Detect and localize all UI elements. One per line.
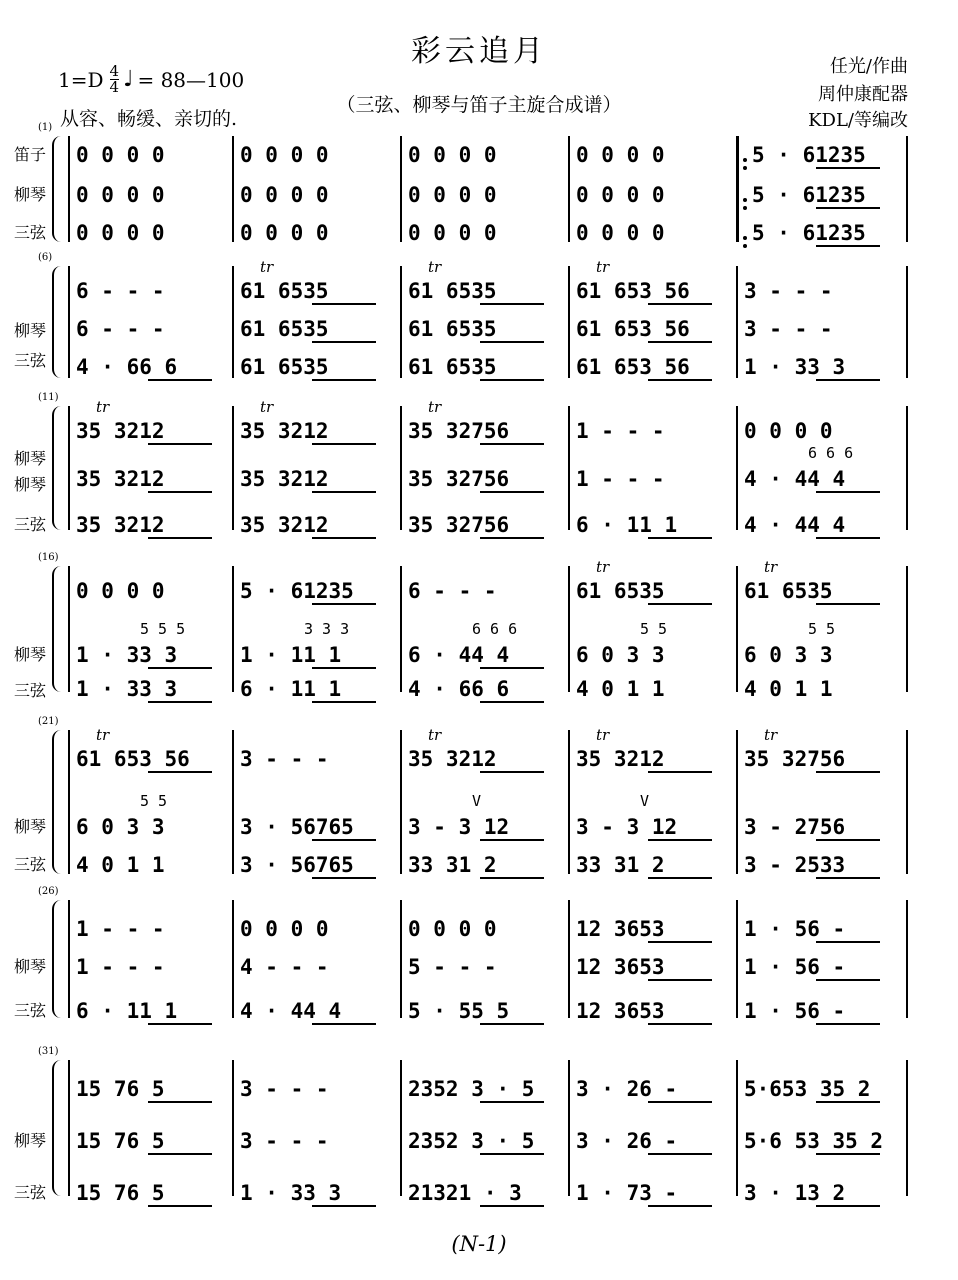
measure-notes: 3 - - - xyxy=(744,279,833,303)
measure-notes: 6 · 11 1 xyxy=(240,677,342,701)
rhythm-underline xyxy=(816,877,880,879)
upper-annotation: 3 3 3 xyxy=(304,620,350,638)
rhythm-underline xyxy=(648,379,712,381)
rhythm-underline xyxy=(480,771,544,773)
rhythm-underline xyxy=(648,537,712,539)
measure-notes: 15 76 5 xyxy=(76,1181,165,1205)
system-brace xyxy=(52,900,63,1018)
rhythm-underline xyxy=(648,1153,712,1155)
trill-mark: tr xyxy=(260,398,274,416)
instrument-label: 三弦 xyxy=(14,1183,47,1202)
rhythm-underline xyxy=(816,207,880,209)
rhythm-underline xyxy=(480,303,544,305)
rhythm-underline xyxy=(148,771,212,773)
measure-notes: 0 0 0 0 xyxy=(408,183,497,207)
rhythm-underline xyxy=(648,941,712,943)
measure-notes: 3 - 2756 xyxy=(744,815,846,839)
barline xyxy=(736,730,738,874)
instrument-label: 柳琴 xyxy=(14,449,47,468)
measure-notes: 15 76 5 xyxy=(76,1077,165,1101)
rhythm-underline xyxy=(312,303,376,305)
trill-mark: tr xyxy=(428,258,442,276)
measure-notes: 6 0 3 3 xyxy=(76,815,165,839)
time-numerator: 4 xyxy=(109,62,120,80)
barline xyxy=(68,406,70,530)
rhythm-underline xyxy=(312,603,376,605)
trill-mark: tr xyxy=(428,726,442,744)
arranger-credit: 周仲康配器 xyxy=(818,84,908,105)
measure-number: (21) xyxy=(38,716,59,727)
measure-notes: 35 3212 xyxy=(240,513,329,537)
trill-mark: tr xyxy=(596,726,610,744)
rhythm-underline xyxy=(480,537,544,539)
barline xyxy=(232,406,234,530)
score-system xyxy=(0,1046,958,1205)
score-system xyxy=(0,122,958,246)
tempo-marking: = 88—100 xyxy=(137,67,245,92)
measure-notes: 0 0 0 0 xyxy=(240,917,329,941)
measure-notes: 61 6535 xyxy=(240,355,329,379)
measure-notes: 3 · 56765 xyxy=(240,815,354,839)
barline xyxy=(906,1060,908,1196)
key-signature: 1=D xyxy=(58,67,104,92)
measure-notes: 5 · 55 5 xyxy=(408,999,510,1023)
measure-notes: 3 · 13 2 xyxy=(744,1181,846,1205)
trill-mark: tr xyxy=(596,258,610,276)
measure-notes: 0 0 0 0 xyxy=(576,221,665,245)
rhythm-underline xyxy=(816,839,880,841)
measure-notes: 1 · 73 - xyxy=(576,1181,678,1205)
measure-notes: 5 - - - xyxy=(408,955,497,979)
instrument-label: 三弦 xyxy=(14,223,47,242)
trill-mark: tr xyxy=(596,558,610,576)
measure-notes: 35 3212 xyxy=(76,419,165,443)
rhythm-underline xyxy=(480,341,544,343)
instrument-label: 三弦 xyxy=(14,681,47,700)
measure-notes: 33 31 2 xyxy=(576,853,665,877)
measure-notes: 4 · 44 4 xyxy=(744,513,846,537)
rhythm-underline xyxy=(480,839,544,841)
rhythm-underline xyxy=(816,537,880,539)
system-brace xyxy=(52,1060,63,1196)
measure-notes: 6 - - - xyxy=(76,317,165,341)
rhythm-underline xyxy=(648,979,712,981)
rhythm-underline xyxy=(148,379,212,381)
measure-notes: 6 - - - xyxy=(408,579,497,603)
barline xyxy=(568,1060,570,1196)
rhythm-underline xyxy=(480,1153,544,1155)
key-tempo xyxy=(58,64,244,95)
measure-notes: 0 0 0 0 xyxy=(576,183,665,207)
barline xyxy=(400,136,402,242)
rhythm-underline xyxy=(816,167,880,169)
measure-notes: 1 · 33 3 xyxy=(76,677,178,701)
measure-notes: 6 0 3 3 xyxy=(744,643,833,667)
quarter-note-icon: ♩ xyxy=(123,67,134,92)
measure-notes: 1 · 33 3 xyxy=(744,355,846,379)
measure-notes: 1 · 56 - xyxy=(744,955,846,979)
measure-notes: 0 0 0 0 xyxy=(240,143,329,167)
measure-notes: 0 0 0 0 xyxy=(76,221,165,245)
measure-notes: 5 · 61235 xyxy=(752,221,866,245)
barline xyxy=(232,566,234,692)
time-signature xyxy=(110,64,120,95)
rhythm-underline xyxy=(148,1153,212,1155)
rhythm-underline xyxy=(312,537,376,539)
rhythm-underline xyxy=(648,603,712,605)
barline xyxy=(568,266,570,378)
rhythm-underline xyxy=(816,603,880,605)
instrument-label: 柳琴 xyxy=(14,475,47,494)
rhythm-underline xyxy=(312,443,376,445)
barline xyxy=(68,900,70,1018)
composer-credit: 任光/作曲 xyxy=(829,56,908,77)
rhythm-underline xyxy=(648,1205,712,1207)
upper-annotation: 5 5 xyxy=(640,620,668,638)
measure-notes: 0 0 0 0 xyxy=(744,419,833,443)
instrument-label: 三弦 xyxy=(14,1001,47,1020)
measure-notes: 35 32756 xyxy=(408,513,510,537)
measure-notes: 35 3212 xyxy=(576,747,665,771)
measure-notes: 0 0 0 0 xyxy=(76,143,165,167)
measure-notes: 35 3212 xyxy=(240,419,329,443)
barline xyxy=(906,136,908,242)
measure-notes: 1 · 56 - xyxy=(744,999,846,1023)
rhythm-underline xyxy=(816,979,880,981)
rhythm-underline xyxy=(816,1153,880,1155)
rhythm-underline xyxy=(480,1205,544,1207)
barline xyxy=(400,1060,402,1196)
measure-notes: 15 76 5 xyxy=(76,1129,165,1153)
rhythm-underline xyxy=(816,941,880,943)
score-title: 彩云追月 xyxy=(411,34,547,69)
instrument-label: 三弦 xyxy=(14,515,47,534)
rhythm-underline xyxy=(648,303,712,305)
barline xyxy=(68,266,70,378)
measure-notes: 1 · 33 3 xyxy=(76,643,178,667)
measure-notes: 61 6535 xyxy=(240,317,329,341)
rhythm-underline xyxy=(312,877,376,879)
measure-notes: 0 0 0 0 xyxy=(76,579,165,603)
barline xyxy=(736,566,738,692)
measure-notes: 12 3653 xyxy=(576,917,665,941)
measure-notes: 2352 3 · 5 xyxy=(408,1077,535,1101)
measure-notes: 1 - - - xyxy=(76,917,165,941)
upper-annotation: 5 5 xyxy=(140,792,168,810)
measure-notes: 3 - 2533 xyxy=(744,853,846,877)
rhythm-underline xyxy=(480,877,544,879)
measure-notes: 61 6535 xyxy=(408,279,497,303)
measure-notes: 61 653 56 xyxy=(576,279,690,303)
barline xyxy=(906,406,908,530)
rhythm-underline xyxy=(648,341,712,343)
measure-number: (6) xyxy=(38,252,53,263)
barline xyxy=(400,900,402,1018)
rhythm-underline xyxy=(148,1023,212,1025)
measure-notes: 12 3653 xyxy=(576,999,665,1023)
measure-notes: 35 32756 xyxy=(408,419,510,443)
rhythm-underline xyxy=(148,491,212,493)
instrument-label: 三弦 xyxy=(14,351,47,370)
system-brace xyxy=(52,730,63,874)
measure-number: (11) xyxy=(38,392,59,403)
measure-notes: 12 3653 xyxy=(576,955,665,979)
measure-notes: 5·653 35 2 xyxy=(744,1077,871,1101)
score-system xyxy=(0,552,958,701)
barline xyxy=(400,406,402,530)
rhythm-underline xyxy=(480,667,544,669)
rhythm-underline xyxy=(816,1205,880,1207)
rhythm-underline xyxy=(480,1101,544,1103)
barline xyxy=(232,1060,234,1196)
barline xyxy=(232,266,234,378)
rhythm-underline xyxy=(480,1023,544,1025)
instrument-label: 柳琴 xyxy=(14,645,47,664)
barline xyxy=(906,566,908,692)
barline xyxy=(400,730,402,874)
measure-notes: 61 6535 xyxy=(240,279,329,303)
barline xyxy=(232,900,234,1018)
instrument-label: 柳琴 xyxy=(14,185,47,204)
measure-notes: 61 653 56 xyxy=(76,747,190,771)
trill-mark: tr xyxy=(96,398,110,416)
instrument-label: 柳琴 xyxy=(14,1131,47,1150)
barline xyxy=(736,900,738,1018)
rhythm-underline xyxy=(480,443,544,445)
rhythm-underline xyxy=(480,491,544,493)
rhythm-underline xyxy=(648,1101,712,1103)
rhythm-underline xyxy=(312,839,376,841)
rhythm-underline xyxy=(816,1023,880,1025)
rhythm-underline xyxy=(480,701,544,703)
measure-notes: 3 - - - xyxy=(744,317,833,341)
measure-number: (26) xyxy=(38,886,59,897)
measure-notes: 5 · 61235 xyxy=(240,579,354,603)
measure-notes: 35 3212 xyxy=(76,513,165,537)
rhythm-underline xyxy=(648,877,712,879)
rhythm-underline xyxy=(148,1101,212,1103)
rhythm-underline xyxy=(312,341,376,343)
barline xyxy=(568,406,570,530)
measure-notes: 61 6535 xyxy=(408,355,497,379)
measure-notes: 1 · 11 1 xyxy=(240,643,342,667)
system-brace xyxy=(52,136,63,242)
measure-notes: 4 0 1 1 xyxy=(576,677,665,701)
rhythm-underline xyxy=(816,491,880,493)
measure-notes: 61 653 56 xyxy=(576,355,690,379)
measure-notes: 3 - - - xyxy=(240,747,329,771)
measure-notes: 35 32756 xyxy=(408,467,510,491)
expression-marking: 从容、畅缓、亲切的. xyxy=(60,108,238,130)
rhythm-underline xyxy=(312,1023,376,1025)
system-brace xyxy=(52,566,63,692)
measure-notes: 4 · 66 6 xyxy=(408,677,510,701)
measure-notes: 35 3212 xyxy=(240,467,329,491)
score-system xyxy=(0,392,958,537)
time-denominator: 4 xyxy=(109,78,120,96)
rhythm-underline xyxy=(648,839,712,841)
measure-notes: 35 3212 xyxy=(408,747,497,771)
rhythm-underline xyxy=(480,379,544,381)
page-number: (N-1) xyxy=(451,1232,507,1256)
measure-notes: 4 0 1 1 xyxy=(744,677,833,701)
rhythm-underline xyxy=(148,667,212,669)
barline xyxy=(400,566,402,692)
measure-notes: 0 0 0 0 xyxy=(240,183,329,207)
measure-notes: 1 · 33 3 xyxy=(240,1181,342,1205)
barline xyxy=(568,730,570,874)
upper-annotation: V xyxy=(472,792,482,810)
measure-notes: 21321 · 3 xyxy=(408,1181,522,1205)
rhythm-underline xyxy=(312,667,376,669)
barline xyxy=(568,566,570,692)
rhythm-underline xyxy=(148,443,212,445)
rhythm-underline xyxy=(148,701,212,703)
barline xyxy=(736,406,738,530)
measure-notes: 33 31 2 xyxy=(408,853,497,877)
measure-notes: 1 - - - xyxy=(76,955,165,979)
measure-notes: 6 0 3 3 xyxy=(576,643,665,667)
trill-mark: tr xyxy=(96,726,110,744)
rhythm-underline xyxy=(312,1205,376,1207)
instrument-label: 柳琴 xyxy=(14,817,47,836)
rhythm-underline xyxy=(816,1101,880,1103)
rhythm-underline xyxy=(312,379,376,381)
barline xyxy=(400,266,402,378)
score-system xyxy=(0,252,958,382)
barline xyxy=(232,136,234,242)
rhythm-underline xyxy=(816,379,880,381)
barline xyxy=(906,900,908,1018)
measure-notes: 3 - 3 12 xyxy=(408,815,510,839)
measure-notes: 0 0 0 0 xyxy=(76,183,165,207)
measure-notes: 5·6 53 35 2 xyxy=(744,1129,884,1153)
system-brace xyxy=(52,266,63,378)
measure-notes: 35 32756 xyxy=(744,747,846,771)
measure-notes: 5 · 61235 xyxy=(752,183,866,207)
measure-notes: 1 · 56 - xyxy=(744,917,846,941)
measure-number: (31) xyxy=(38,1046,59,1057)
measure-notes: 3 · 56765 xyxy=(240,853,354,877)
barline xyxy=(736,266,738,378)
measure-notes: 61 6535 xyxy=(408,317,497,341)
rhythm-underline xyxy=(648,771,712,773)
measure-notes: 0 0 0 0 xyxy=(408,221,497,245)
rhythm-underline xyxy=(148,537,212,539)
measure-notes: 0 0 0 0 xyxy=(408,143,497,167)
measure-notes: 6 - - - xyxy=(76,279,165,303)
system-brace xyxy=(52,406,63,530)
score-system xyxy=(0,886,958,1023)
barline xyxy=(68,730,70,874)
trill-mark: tr xyxy=(764,558,778,576)
measure-number: (1) xyxy=(38,122,53,133)
measure-notes: 5 · 61235 xyxy=(752,143,866,167)
measure-notes: 1 - - - xyxy=(576,467,665,491)
measure-notes: 4 0 1 1 xyxy=(76,853,165,877)
instrument-label: 柳琴 xyxy=(14,957,47,976)
barline xyxy=(232,730,234,874)
measure-notes: 4 · 44 4 xyxy=(240,999,342,1023)
instrument-label: 笛子 xyxy=(14,145,47,164)
rhythm-underline xyxy=(312,701,376,703)
measure-number: (16) xyxy=(38,552,59,563)
measure-notes: 3 - 3 12 xyxy=(576,815,678,839)
barline xyxy=(568,136,570,242)
rhythm-underline xyxy=(148,1205,212,1207)
measure-notes: 3 · 26 - xyxy=(576,1129,678,1153)
upper-annotation: 5 5 5 xyxy=(140,620,186,638)
measure-notes: 3 - - - xyxy=(240,1129,329,1153)
measure-notes: 35 3212 xyxy=(76,467,165,491)
instrument-label: 三弦 xyxy=(14,855,47,874)
trill-mark: tr xyxy=(428,398,442,416)
trill-mark: tr xyxy=(260,258,274,276)
measure-notes: 61 6535 xyxy=(744,579,833,603)
adapter-credit: KDL/等编改 xyxy=(808,110,908,131)
upper-annotation: 5 5 xyxy=(808,620,836,638)
measure-notes: 1 - - - xyxy=(576,419,665,443)
barline xyxy=(68,1060,70,1196)
trill-mark: tr xyxy=(764,726,778,744)
barline xyxy=(68,566,70,692)
score-subtitle: （三弦、柳琴与笛子主旋合成谱） xyxy=(336,94,622,116)
measure-notes: 4 - - - xyxy=(240,955,329,979)
measure-notes: 6 · 11 1 xyxy=(76,999,178,1023)
rhythm-underline xyxy=(648,1023,712,1025)
score-system xyxy=(0,716,958,878)
rhythm-underline xyxy=(312,491,376,493)
measure-notes: 4 · 44 4 xyxy=(744,467,846,491)
upper-annotation: 6 6 6 xyxy=(472,620,518,638)
measure-notes: 6 · 11 1 xyxy=(576,513,678,537)
measure-notes: 6 · 44 4 xyxy=(408,643,510,667)
measure-notes: 0 0 0 0 xyxy=(240,221,329,245)
barline xyxy=(68,136,70,242)
measure-notes: 0 0 0 0 xyxy=(576,143,665,167)
measure-notes: 61 653 56 xyxy=(576,317,690,341)
barline xyxy=(736,1060,738,1196)
measure-notes: 2352 3 · 5 xyxy=(408,1129,535,1153)
barline xyxy=(906,266,908,378)
barline xyxy=(568,900,570,1018)
rhythm-underline xyxy=(816,245,880,247)
repeat-sign xyxy=(736,136,748,242)
measure-notes: 3 - - - xyxy=(240,1077,329,1101)
measure-notes: 3 · 26 - xyxy=(576,1077,678,1101)
upper-annotation: V xyxy=(640,792,650,810)
measure-notes: 61 6535 xyxy=(576,579,665,603)
upper-annotation: 6 6 6 xyxy=(808,444,854,462)
instrument-label: 柳琴 xyxy=(14,321,47,340)
measure-notes: 4 · 66 6 xyxy=(76,355,178,379)
measure-notes: 0 0 0 0 xyxy=(408,917,497,941)
barline xyxy=(906,730,908,874)
rhythm-underline xyxy=(816,771,880,773)
